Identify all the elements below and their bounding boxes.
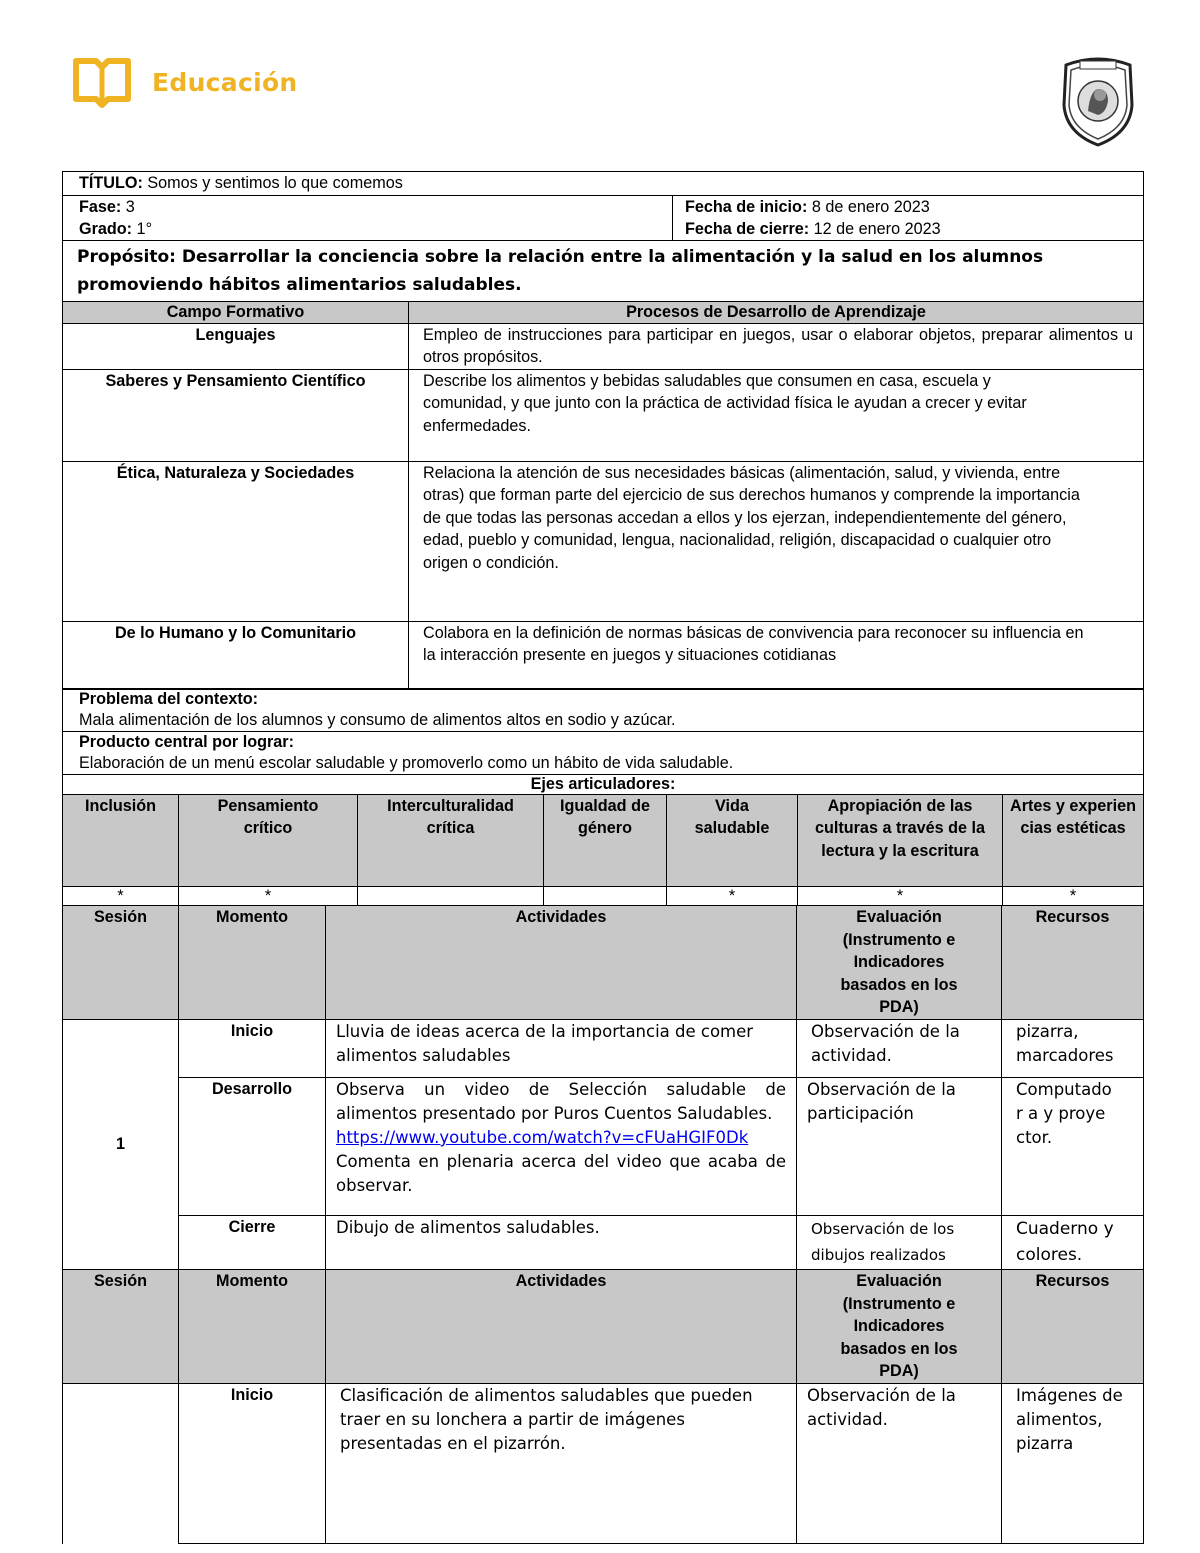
start-date-label: Fecha de inicio: xyxy=(685,198,808,216)
resources-text: Cuaderno y colores. xyxy=(1002,1216,1144,1270)
evaluation-header: Evaluación (Instrumento e Indicadores basados en los PDA) xyxy=(797,906,1002,1020)
campo-proceso: Empleo de instrucciones para participar en juegos, usar o elaborar objetos, preparar alimentos u otros propósitos. xyxy=(409,323,1144,369)
eje-header: Artes y experiencias estéticas xyxy=(1003,794,1144,886)
resources-header: Recursos xyxy=(1002,906,1144,1020)
campo-proceso: Colabora en la definición de normas básicas de convivencia para reconocer su influencia en la interacción presente en juegos y situaciones cotidianas xyxy=(409,621,1144,689)
start-date-value: 8 de enero 2023 xyxy=(807,198,930,216)
activity-text: Clasificación de alimentos saludables que pueden traer en su lonchera a partir de imágenes presentadas en el pizarrón. xyxy=(326,1384,797,1544)
procesos-header: Procesos de Desarrollo de Aprendizaje xyxy=(409,301,1144,323)
sessions-table xyxy=(62,905,1144,1544)
grade-value: 1° xyxy=(132,220,153,238)
activity-text: Comenta en plenaria acerca del video que acaba de observar. xyxy=(336,1152,786,1195)
product-row xyxy=(63,732,1144,775)
activity-cell xyxy=(326,1078,797,1216)
eje-header: Vida saludable xyxy=(667,794,798,886)
moment-header: Momento xyxy=(179,1270,326,1384)
resources-header: Recursos xyxy=(1002,1270,1144,1384)
activity-text: Observa un video de Selección saludable de alimentos presentado por Puros Cuentos Saludables. xyxy=(336,1080,786,1123)
grade-label: Grado: xyxy=(79,220,133,238)
problem-row xyxy=(63,689,1144,732)
phase-label: Fase: xyxy=(79,198,122,216)
evaluation-text: Observación de la participación xyxy=(797,1078,1002,1216)
education-logo xyxy=(72,55,298,109)
product-value: Elaboración de un menú escolar saludable y promoverlo como un hábito de vida saludable. xyxy=(79,754,734,772)
campo-proceso: Describe los alimentos y bebidas saludables que consumen en casa, escuela y comunidad, y que junto con la práctica de actividad física le ayudan a crecer y evitar enfermedades. xyxy=(409,369,1144,461)
info-table xyxy=(62,171,1144,302)
session-header: Sesión xyxy=(63,1270,179,1384)
resources-text: Imágenes de alimentos, pizarra xyxy=(1002,1384,1144,1544)
evaluation-text: Observación de la actividad. xyxy=(797,1020,1002,1078)
brand-name: Educación xyxy=(152,67,298,97)
problem-value: Mala alimentación de los alumnos y consumo de alimentos altos en sodio y azúcar. xyxy=(79,711,676,729)
purpose-label: Propósito: xyxy=(77,247,176,267)
title-value: Somos y sentimos lo que comemos xyxy=(142,174,403,192)
eje-mark: * xyxy=(667,886,798,906)
campo-header: Campo Formativo xyxy=(63,301,409,323)
activities-header: Actividades xyxy=(326,906,797,1020)
moment-inicio: Inicio xyxy=(179,1020,326,1078)
activity-text: Dibujo de alimentos saludables. xyxy=(326,1216,797,1270)
session-number: 1 xyxy=(63,1020,179,1270)
eje-header: Inclusión xyxy=(63,794,179,886)
end-date-value: 12 de enero 2023 xyxy=(809,220,941,238)
campo-name: Ética, Naturaleza y Sociedades xyxy=(63,461,409,621)
activity-text: Lluvia de ideas acerca de la importancia de comer alimentos saludables xyxy=(326,1020,797,1078)
planning-document xyxy=(62,171,1144,1544)
purpose-row xyxy=(63,241,1144,302)
resources-text: Computador a y proyector. xyxy=(1002,1078,1144,1216)
campo-name: Saberes y Pensamiento Científico xyxy=(63,369,409,461)
eje-mark xyxy=(544,886,667,906)
campo-name: De lo Humano y lo Comunitario xyxy=(63,621,409,689)
video-link[interactable]: https://www.youtube.com/watch?v=cFUaHGIF0Dk xyxy=(336,1128,749,1147)
school-seal-emblem xyxy=(1058,55,1138,147)
moment-header: Momento xyxy=(179,906,326,1020)
eje-mark: * xyxy=(63,886,179,906)
context-table xyxy=(62,688,1144,795)
phase-grade-cell xyxy=(63,196,673,241)
end-date-label: Fecha de cierre: xyxy=(685,220,810,238)
session-number xyxy=(63,1384,179,1544)
problem-label: Problema del contexto: xyxy=(79,690,258,708)
campo-name: Lenguajes xyxy=(63,323,409,369)
phase-value: 3 xyxy=(121,198,135,216)
title-label: TÍTULO: xyxy=(79,174,143,192)
activities-header: Actividades xyxy=(326,1270,797,1384)
ejes-title: Ejes articuladores: xyxy=(63,775,1144,795)
title-row xyxy=(63,172,1144,196)
session-header: Sesión xyxy=(63,906,179,1020)
moment-cierre: Cierre xyxy=(179,1216,326,1270)
evaluation-text: Observación de la actividad. xyxy=(797,1384,1002,1544)
eje-header: Apropiación de las culturas a través de la lectura y la escritura xyxy=(798,794,1003,886)
moment-desarrollo: Desarrollo xyxy=(179,1078,326,1216)
evaluation-header: Evaluación (Instrumento e Indicadores basados en los PDA) xyxy=(797,1270,1002,1384)
evaluation-text: Observación de los dibujos realizados xyxy=(797,1216,1002,1270)
eje-header: Pensamiento crítico xyxy=(179,794,358,886)
product-label: Producto central por lograr: xyxy=(79,733,294,751)
eje-header: Igualdad de género xyxy=(544,794,667,886)
resources-text: pizarra, marcadores xyxy=(1002,1020,1144,1078)
moment-inicio: Inicio xyxy=(179,1384,326,1544)
eje-mark: * xyxy=(1003,886,1144,906)
open-book-icon xyxy=(72,55,132,109)
eje-mark xyxy=(358,886,544,906)
eje-mark: * xyxy=(179,886,358,906)
ejes-table xyxy=(62,794,1144,907)
campos-table xyxy=(62,301,1144,690)
eje-mark: * xyxy=(798,886,1003,906)
purpose-value: Desarrollar la conciencia sobre la relación entre la alimentación y la salud en los alumnos promoviendo hábitos alimentarios saludables. xyxy=(77,247,1044,295)
campo-proceso: Relaciona la atención de sus necesidades básicas (alimentación, salud, y vivienda, entre otras) que forman parte del ejercicio de sus derechos humanos y comprende la importancia de que todas las personas accedan a ellos y los ejerzan, independientemente del género, edad, pueblo y comunidad, lengua, nacionalidad, religión, discapacidad o cualquier otro origen o condición. xyxy=(409,461,1144,621)
eje-header: Interculturalidad crítica xyxy=(358,794,544,886)
dates-cell xyxy=(673,196,1144,241)
